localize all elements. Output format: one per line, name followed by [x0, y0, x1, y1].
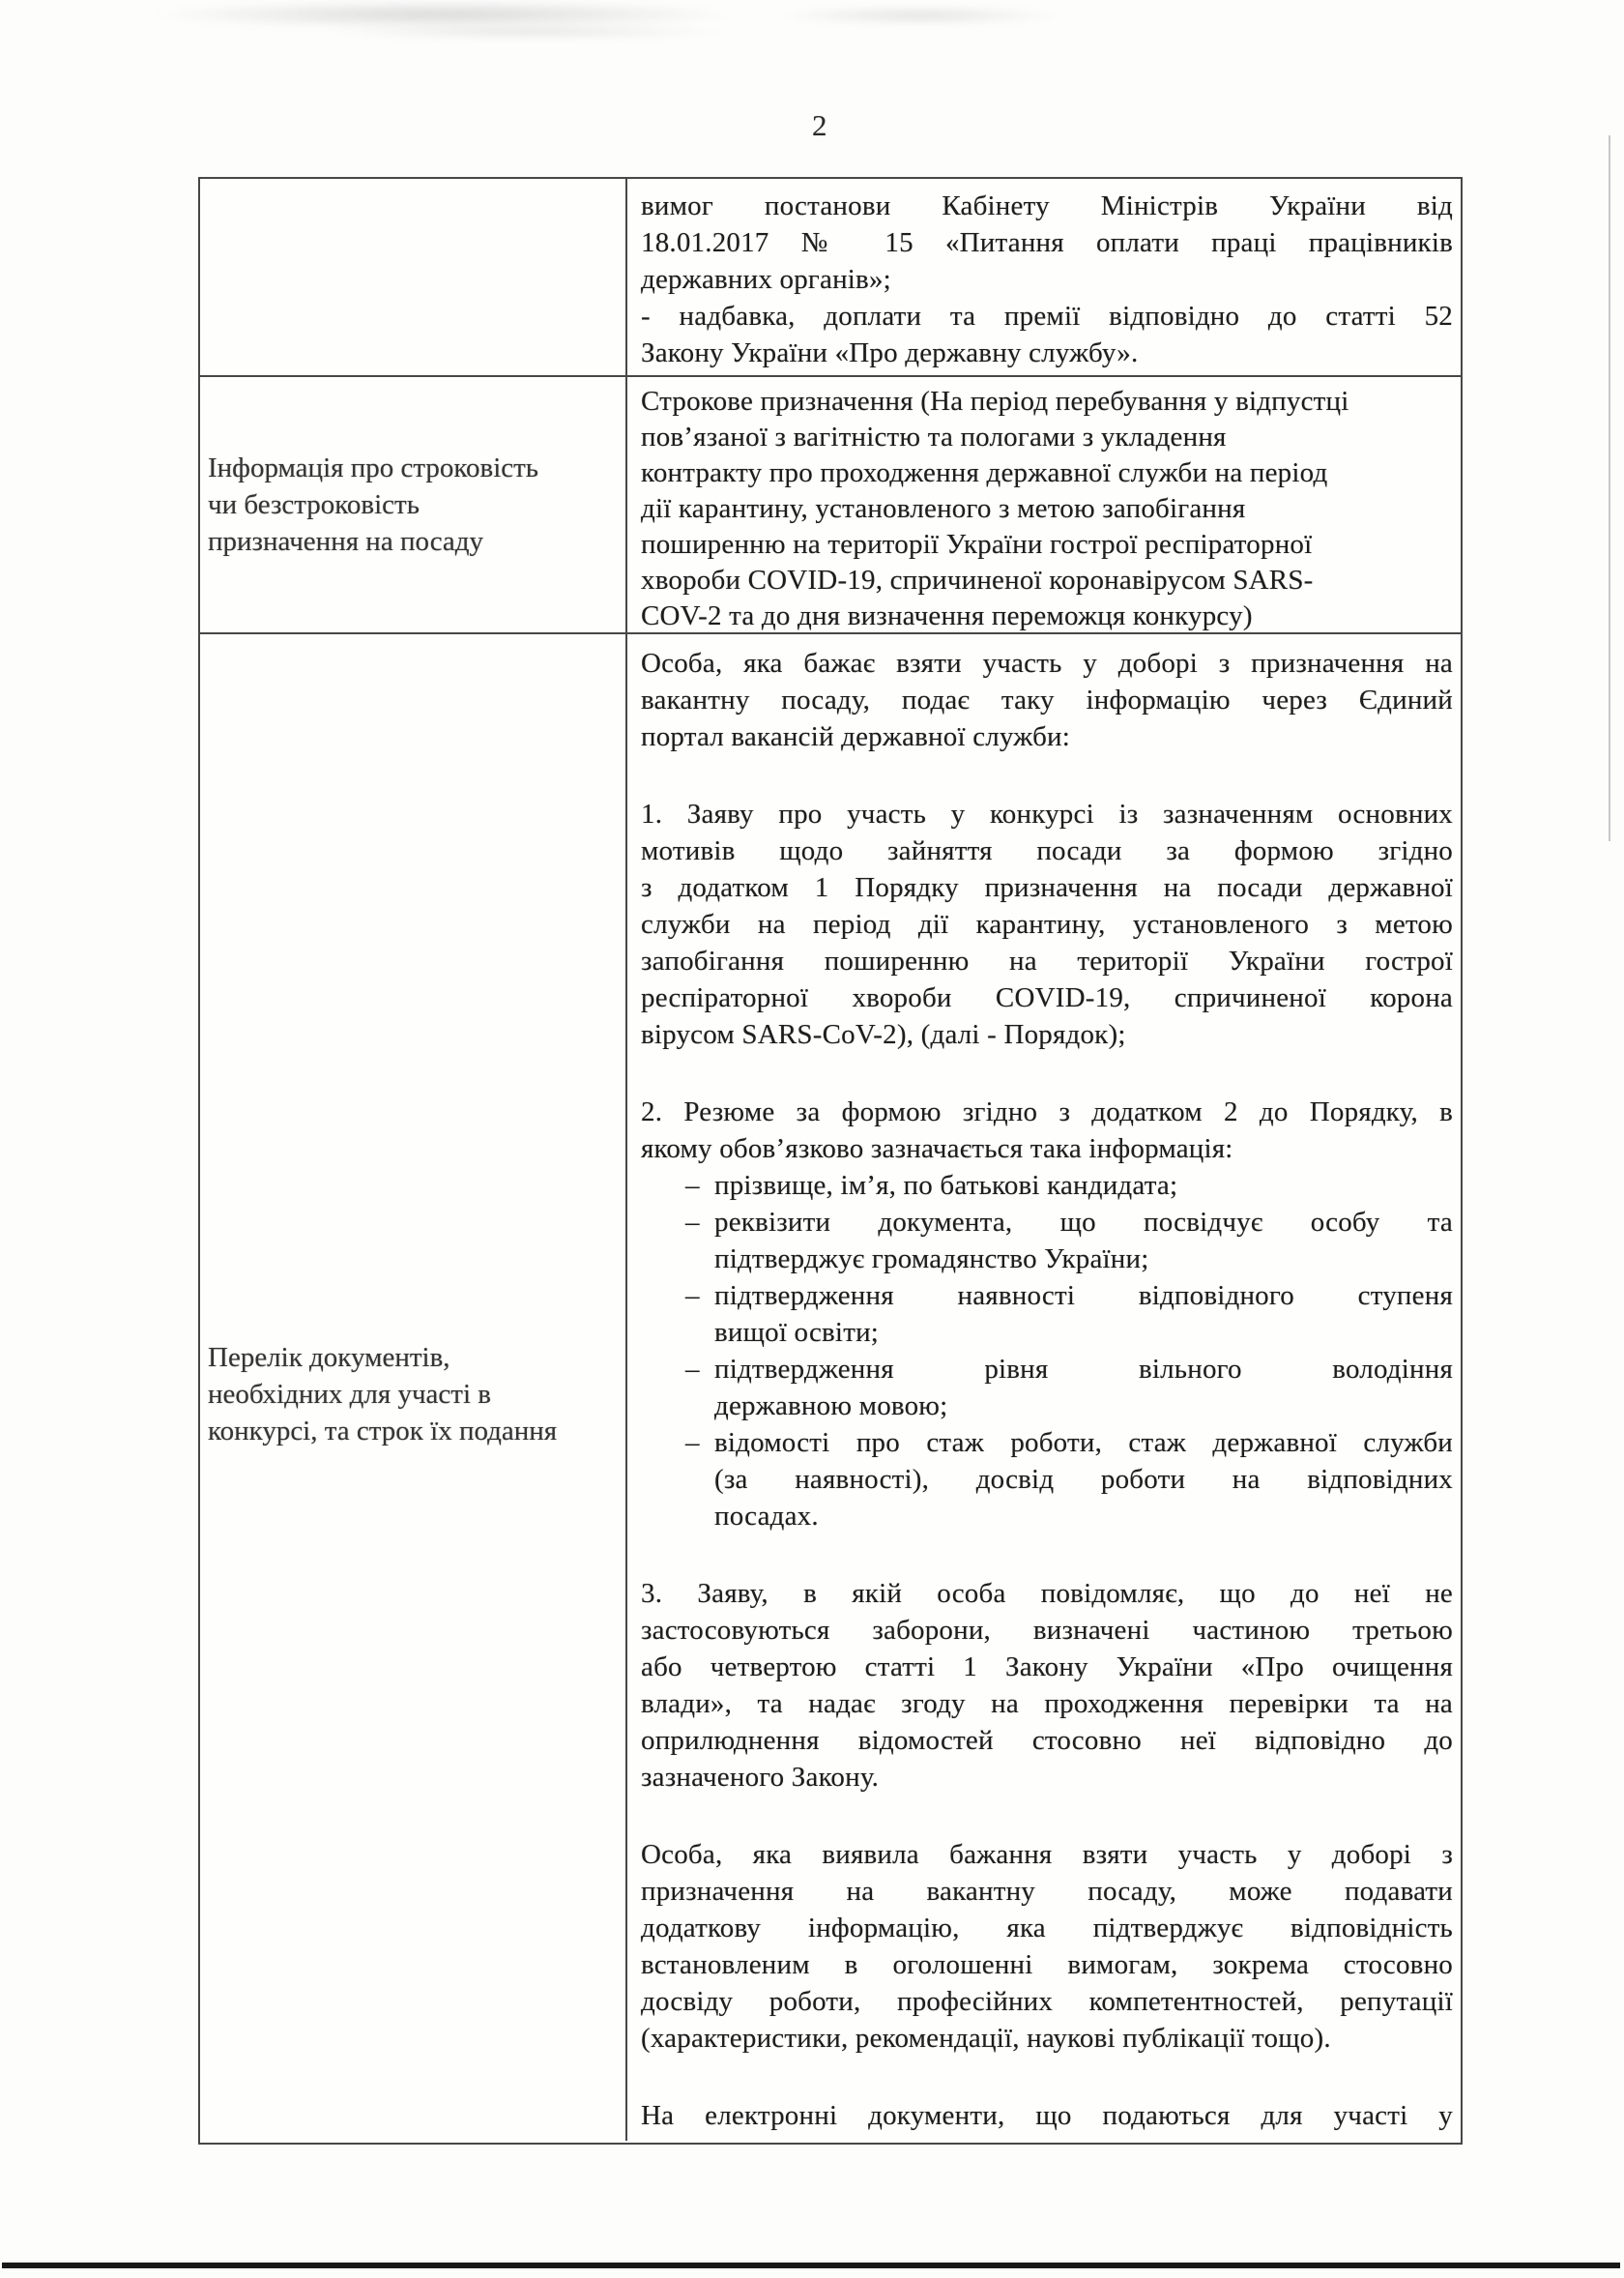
- text-line: досвіду роботи, професійних компетентностей, репутації: [641, 1986, 1453, 2017]
- document-table: [198, 177, 1463, 2145]
- bullet-item: [641, 1424, 1453, 1534]
- paragraph-item-1: [641, 796, 1453, 1053]
- label-cell: [200, 634, 627, 2141]
- text-line: пов’язаної з вагітністю та пологами з укладення: [641, 422, 1227, 453]
- text-line: мотивів щодо зайняття посади за формою згідно: [641, 835, 1453, 866]
- text-line: встановленим в оголошенні вимогам, зокрема стосовно: [641, 1949, 1453, 1980]
- text-line: контракту про проходження державної служби на період: [641, 457, 1328, 488]
- text-line: Особа, яка бажає взяти участь у доборі з призначення на: [641, 648, 1453, 679]
- text-line: застосовуються заборони, визначені частиною третьою: [641, 1615, 1453, 1646]
- content-cell: [627, 634, 1461, 2141]
- text-line: підтвердження рівня вільного володіння: [714, 1354, 1453, 1385]
- content-cell: [627, 377, 1461, 632]
- text-line: або четвертою статті 1 Закону України «Про очищення: [641, 1651, 1453, 1682]
- text-line: 1. Заяву про участь у конкурсі із зазначенням основних: [641, 799, 1453, 830]
- label-line: Перелік документів,: [208, 1342, 450, 1373]
- text-line: Особа, яка виявила бажання взяти участь у доборі з: [641, 1839, 1453, 1870]
- label-line: конкурсі, та строк їх подання: [208, 1416, 558, 1446]
- label-cell-empty: [200, 179, 627, 375]
- row-label: [208, 1339, 620, 1449]
- text-line: дії карантину, установленого з метою запобігання: [641, 493, 1246, 524]
- text-line: вакантну посаду, подає таку інформацію через Єдиний: [641, 685, 1453, 716]
- text-line: запобігання поширенню на території України гострої: [641, 946, 1453, 977]
- text-line: респіраторної хвороби COVID-19, спричиненої корона: [641, 982, 1453, 1013]
- text-line: вірусом SARS-CoV-2), (далі - Порядок);: [641, 1019, 1126, 1050]
- text-line: служби на період дії карантину, установленого з метою: [641, 909, 1453, 940]
- text-line: поширенню на території України гострої респіраторної: [641, 529, 1313, 560]
- page-number: 2: [812, 108, 827, 142]
- text-line: 18.01.2017 № 15 «Питання оплати праці працівників: [641, 227, 1453, 258]
- table-row-documents-list: [200, 634, 1461, 2141]
- content-cell: [627, 179, 1461, 375]
- label-line: Інформація про строковість: [208, 453, 539, 483]
- text-line: прізвище, ім’я, по батькові кандидата;: [714, 1170, 1178, 1201]
- scan-bottom-edge: [2, 2263, 1620, 2268]
- text-line: державних органів»;: [641, 264, 891, 295]
- text-line: - надбавка, доплати та премії відповідно до статті 52: [641, 301, 1453, 332]
- scan-smudge: [319, 25, 735, 39]
- bullet-list: [641, 1167, 1453, 1534]
- label-line: необхідних для участі в: [208, 1379, 491, 1410]
- dash-icon: –: [685, 1280, 700, 1311]
- table-row-pay-conditions-continued: [200, 179, 1461, 377]
- text-line: На електронні документи, що подаються для участі у: [641, 2100, 1453, 2131]
- text-line: з додатком 1 Порядку призначення на посади державної: [641, 872, 1453, 903]
- text-line: підтверджує громадянство України;: [714, 1243, 1149, 1274]
- scan-artifact-line: [1609, 135, 1610, 841]
- text-line: вищої освіти;: [714, 1317, 880, 1348]
- table-row-term-of-appointment: [200, 377, 1461, 634]
- bullet-item: [641, 1167, 1453, 1204]
- text-line: якому обов’язково зазначається така інформація:: [641, 1133, 1233, 1164]
- label-cell: [200, 377, 627, 632]
- dash-icon: –: [685, 1354, 700, 1385]
- label-line: призначення на посаду: [208, 526, 484, 557]
- text-line: портал вакансій державної служби:: [641, 721, 1071, 752]
- text-line: вимог постанови Кабінету Міністрів України від: [641, 190, 1453, 221]
- text-line: зазначеного Закону.: [641, 1762, 880, 1793]
- text-line: державною мовою;: [714, 1390, 948, 1421]
- bullet-item: [641, 1351, 1453, 1424]
- text-line: посадах.: [714, 1501, 819, 1532]
- text-line: відомості про стаж роботи, стаж державної служби: [714, 1427, 1453, 1458]
- dash-icon: –: [685, 1170, 700, 1201]
- dash-icon: –: [685, 1207, 700, 1238]
- bullet-item: [641, 1204, 1453, 1277]
- text-line: 2. Резюме за формою згідно з додатком 2 до Порядку, в: [641, 1096, 1453, 1127]
- text-line: хвороби COVID-19, спричиненої коронавірусом SARS-: [641, 565, 1314, 596]
- label-line: чи безстроковість: [208, 489, 420, 520]
- paragraph-item-3: [641, 1575, 1453, 1796]
- text-line: підтвердження наявності відповідного ступеня: [714, 1280, 1453, 1311]
- paragraph-electronic-docs: [641, 2097, 1453, 2134]
- paragraph-additional-info: [641, 1836, 1453, 2057]
- text-line: 3. Заяву, в якій особа повідомляє, що до неї не: [641, 1578, 1453, 1609]
- text-line: влади», та надає згоду на проходження перевірки та на: [641, 1688, 1453, 1719]
- text-line: реквізити документа, що посвідчує особу та: [714, 1207, 1453, 1238]
- text-line: додаткову інформацію, яка підтверджує відповідність: [641, 1913, 1453, 1943]
- row-label: [208, 450, 620, 560]
- paragraph-item-2: [641, 1094, 1453, 1167]
- text-line: призначення на вакантну посаду, може подавати: [641, 1876, 1453, 1907]
- dash-icon: –: [685, 1427, 700, 1458]
- text-line: COV-2 та до дня визначення переможця конкурсу): [641, 600, 1253, 631]
- text-line: оприлюднення відомостей стосовно неї відповідно до: [641, 1725, 1453, 1756]
- scan-smudge: [773, 6, 1063, 25]
- text-line: Закону України «Про державну службу».: [641, 337, 1139, 368]
- paragraph-intro: [641, 645, 1453, 755]
- text-line: (за наявності), досвід роботи на відповідних: [714, 1464, 1453, 1495]
- text-line: (характеристики, рекомендації, наукові публікації тощо).: [641, 2023, 1331, 2054]
- text-line: Строкове призначення (На період перебування у відпустці: [641, 386, 1349, 417]
- bullet-item: [641, 1277, 1453, 1351]
